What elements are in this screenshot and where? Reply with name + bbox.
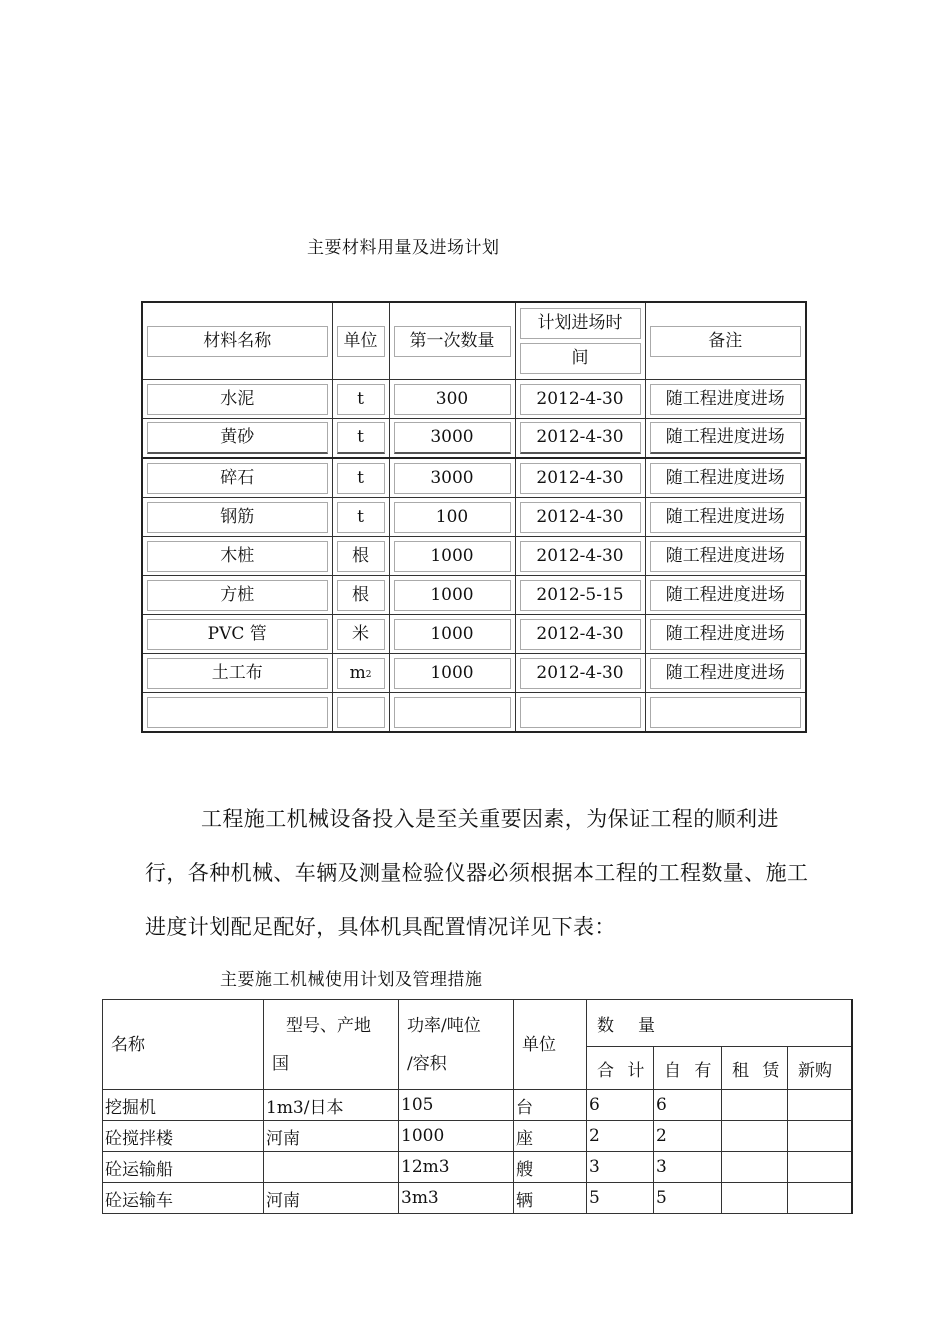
cell-empty [650,697,802,728]
cell-note: 随工程进度进场 [650,502,802,533]
header-own: 自 有 [654,1047,722,1090]
header-rent: 租 赁 [722,1047,788,1090]
cell-note: 随工程进度进场 [650,463,802,494]
cell-unit: 根 [337,580,385,611]
cell-total: 2 [587,1121,654,1152]
header-model [264,1000,399,1090]
cell-note: 随工程进度进场 [650,384,802,415]
cell-new [788,1090,852,1121]
cell-model: 1m3/日本 [264,1090,399,1121]
table-header-row [142,302,806,380]
header-name: 名称 [103,1000,264,1090]
cell-note: 随工程进度进场 [650,422,802,454]
unit-text: m [349,662,366,683]
table-row [103,1090,852,1121]
cell-empty [520,697,641,728]
cell-empty [147,697,328,728]
cell-unit: t [337,463,385,494]
cell-qty: 3000 [394,463,511,494]
cell-qty: 100 [394,502,511,533]
cell-unit: 艘 [514,1152,587,1183]
cell-total: 6 [587,1090,654,1121]
cell-qty: 1000 [394,580,511,611]
table-row [103,1152,852,1183]
table-row [142,458,806,498]
cell-qty: 3000 [394,422,511,454]
table-row [103,1183,852,1214]
table-row [103,1121,852,1152]
cell-name: 碎石 [147,463,328,494]
cell-rent [722,1090,788,1121]
header-remark: 备注 [650,326,802,357]
header-unit: 单位 [337,326,385,357]
cell-power: 12m3 [399,1152,514,1183]
cell-total: 5 [587,1183,654,1214]
unit-superscript: 2 [365,669,372,680]
cell-unit [337,658,385,689]
header-arrival-time-2: 间 [520,343,641,374]
cell-unit: t [337,422,385,454]
cell-own: 3 [654,1152,722,1183]
cell-new [788,1152,852,1183]
cell-date: 2012-4-30 [520,658,641,689]
cell-name: 挖掘机 [103,1090,264,1121]
cell-power: 3m3 [399,1183,514,1214]
table-row [142,537,806,576]
cell-unit: 座 [514,1121,587,1152]
cell-name: 方桩 [147,580,328,611]
cell-name: 土工布 [147,658,328,689]
cell-name: 钢筋 [147,502,328,533]
cell-unit: 辆 [514,1183,587,1214]
header-total: 合 计 [587,1047,654,1090]
cell-name: 水泥 [147,384,328,415]
body-paragraph: 工程施工机械设备投入是至关重要因素，为保证工程的顺利进行，各种机械、车辆及测量检验仪器必须根据本工程的工程数量、施工进度计划配足配好，具体机具配置情况详见下表： [145,807,809,939]
cell-date: 2012-4-30 [520,541,641,572]
header-arrival-time-1: 计划进场时 [520,308,641,339]
cell-note: 随工程进度进场 [650,580,802,611]
cell-new [788,1121,852,1152]
cell-own: 6 [654,1090,722,1121]
table-row [142,498,806,537]
cell-unit: 台 [514,1090,587,1121]
cell-note: 随工程进度进场 [650,658,802,689]
cell-note: 随工程进度进场 [650,619,802,650]
materials-table [141,301,807,733]
table-row [142,654,806,693]
cell-unit: 根 [337,541,385,572]
cell-rent [722,1152,788,1183]
cell-date: 2012-4-30 [520,502,641,533]
cell-model [264,1152,399,1183]
cell-date: 2012-4-30 [520,619,641,650]
header-power-line1: 功率/吨位 [407,1015,481,1036]
header-first-qty: 第一次数量 [394,326,511,357]
cell-date: 2012-4-30 [520,384,641,415]
cell-power: 105 [399,1090,514,1121]
table1-caption: 主要材料用量及进场计划 [307,238,500,258]
table-header-row [103,1000,852,1047]
table2-caption: 主要施工机械使用计划及管理措施 [220,970,483,990]
table-row [142,615,806,654]
cell-unit: 米 [337,619,385,650]
header-quantity: 数量 [587,1000,852,1047]
header-model-line2: 国 [272,1053,289,1074]
cell-empty [394,697,511,728]
header-unit: 单位 [514,1000,587,1090]
cell-name: 砼运输船 [103,1152,264,1183]
header-new: 新购 [788,1047,852,1090]
cell-model: 河南 [264,1183,399,1214]
cell-qty: 300 [394,384,511,415]
table-row [142,380,806,419]
cell-own: 5 [654,1183,722,1214]
cell-own: 2 [654,1121,722,1152]
cell-date: 2012-4-30 [520,463,641,494]
cell-unit: t [337,502,385,533]
cell-model: 河南 [264,1121,399,1152]
cell-new [788,1183,852,1214]
cell-note: 随工程进度进场 [650,541,802,572]
cell-date: 2012-4-30 [520,422,641,454]
cell-name: 砼运输车 [103,1183,264,1214]
header-power-line2: /容积 [407,1053,447,1074]
table-row [142,576,806,615]
cell-date: 2012-5-15 [520,580,641,611]
cell-qty: 1000 [394,658,511,689]
cell-name: 木桩 [147,541,328,572]
cell-name: 砼搅拌楼 [103,1121,264,1152]
header-power [399,1000,514,1090]
table-row [142,419,806,459]
cell-qty: 1000 [394,541,511,572]
cell-name: PVC 管 [147,619,328,650]
cell-empty [337,697,385,728]
machinery-table [102,999,853,1214]
header-model-line1: 型号、产地 [286,1015,371,1036]
cell-qty: 1000 [394,619,511,650]
cell-unit: t [337,384,385,415]
header-material-name: 材料名称 [147,326,328,357]
cell-rent [722,1183,788,1214]
cell-rent [722,1121,788,1152]
cell-name: 黄砂 [147,422,328,454]
cell-total: 3 [587,1152,654,1183]
cell-power: 1000 [399,1121,514,1152]
table-row-empty [142,693,806,733]
